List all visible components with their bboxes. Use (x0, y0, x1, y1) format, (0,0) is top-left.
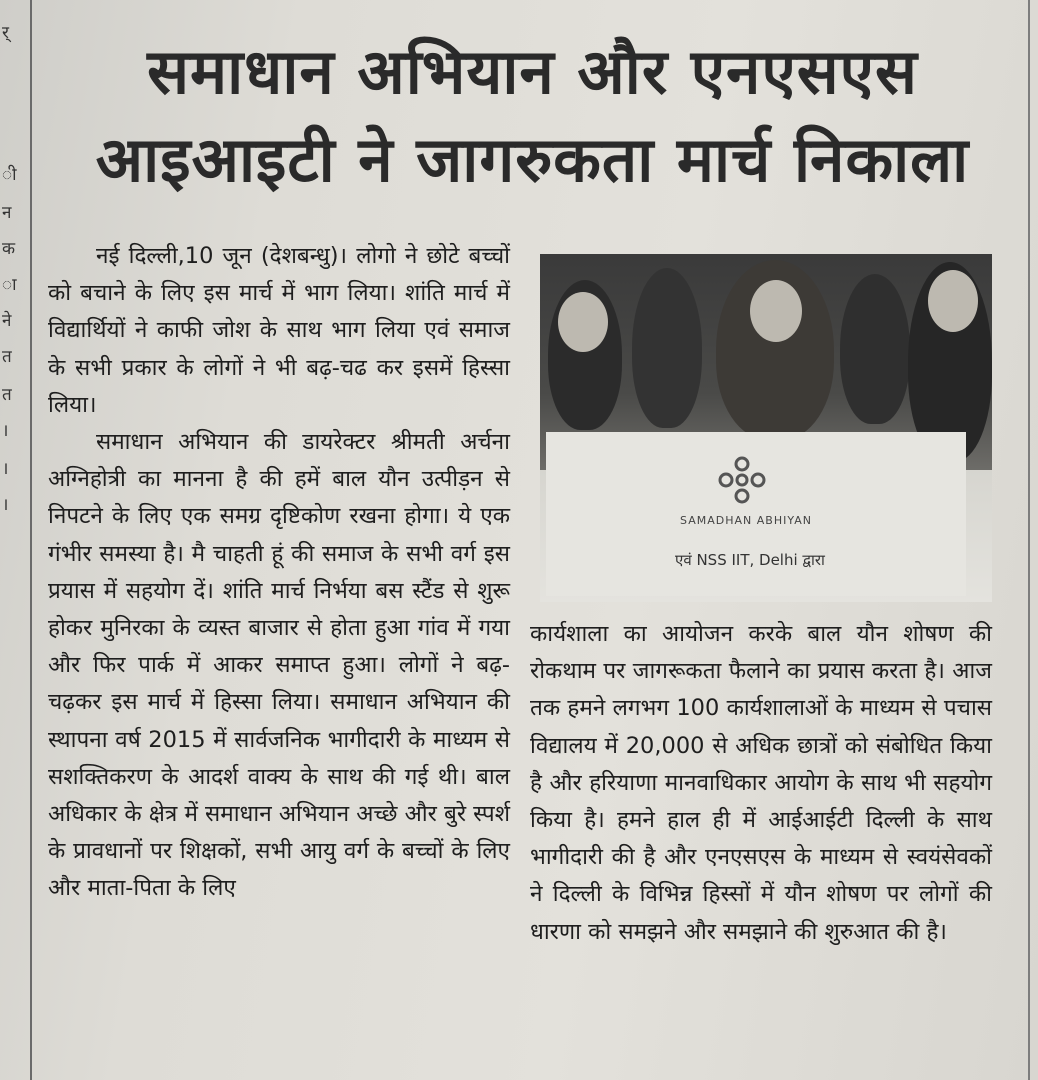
headline-line-2: आइआइटी ने जागरुकता मार्च निकाला (95, 123, 970, 196)
edge-glyph: त (2, 347, 12, 367)
edge-glyph: क (2, 239, 16, 259)
banner-organization: SAMADHAN ABHIYAN (680, 514, 812, 527)
edge-glyph: न (2, 203, 12, 223)
adjacent-column-edge (0, 0, 32, 1080)
edge-glyph: । (2, 459, 9, 479)
article-left-column (48, 238, 510, 908)
banner-caption: एवं NSS IIT, Delhi द्वारा (675, 551, 825, 569)
column-rule (1028, 0, 1030, 1080)
news-photo (540, 254, 992, 602)
edge-glyph: ी (2, 165, 17, 185)
edge-glyph: ा (2, 275, 17, 295)
edge-glyph: ने (2, 311, 12, 331)
article-paragraph: नई दिल्ली,10 जून (देशबन्धु)। लोगो ने छोटे बच्चों को बचाने के लिए इस मार्च में भाग लिया। शांति मार्च में विद्यार्थियों ने काफी जोश के साथ भाग लिया एवं समाज के सभी प्रकार के लोगों ने भी बढ़-चढ कर इसमें हिस्सा लिया। (48, 243, 510, 418)
person-face (750, 280, 802, 342)
person-face (558, 292, 608, 352)
article-paragraph: कार्यशाला का आयोजन करके बाल यौन शोषण की रोकथाम पर जागरूकता फैलाने का प्रयास करता है। आज तक हमने लगभग 100 कार्यशालाओं के माध्यम से पचास विद्यालय में 20,000 से अधिक छात्रों को संबोधित किया है और हरियाणा मानवाधिकार आयोग के साथ भी सहयोग किया है। हमने हाल ही में आईआईटी दिल्ली के साथ भागीदारी की है और एनएसएस के माध्यम से स्वयंसेवकों ने दिल्ली के विभिन्न हिस्सों में यौन शोषण पर लोगों की धारणा को समझने और समझाने की शुरुआत की है। (530, 621, 992, 945)
person-silhouette (632, 268, 702, 428)
article-paragraph: समाधान अभियान की डायरेक्टर श्रीमती अर्चना अग्निहोत्री का मानना है की हमें बाल यौन उत्पीड़न से निपटने के लिए एक समग्र दृष्टिकोण रखना होगा। ये एक गंभीर समस्या है। मै चाहती हूं की समाज के सभी वर्ग इस प्रयास में सहयोग दें। शांति मार्च निर्भया बस स्टैंड से शुरू होकर मुनिरका के व्यस्त बाजार से होता हुआ गांव में गया और फिर पार्क में आकर समाप्त हुआ। लोगों ने बढ़-चढ़कर इस मार्च में हिस्सा लिया। समाधान अभियान की स्थापना वर्ष 2015 में सार्वजनिक भागीदारी के माध्यम से सशक्तिकरण के आदर्श वाक्य के साथ की गई थी। बाल अधिकार के क्षेत्र में समाधान अभियान अच्छे और बुरे स्पर्श के प्रावधानों पर शिक्षकों, सभी आयु वर्ग के बच्चों के लिए और माता-पिता के लिए (48, 429, 511, 902)
headline-line-1: समाधान अभियान और एनएसएस (147, 35, 918, 108)
edge-glyph: त (2, 385, 12, 405)
person-silhouette (840, 274, 910, 424)
person-face (928, 270, 978, 332)
samadhan-logo-icon (716, 454, 768, 506)
edge-glyph: । (2, 421, 9, 441)
article-right-column (530, 616, 992, 951)
edge-glyph: । (2, 495, 9, 515)
edge-glyph: र् (2, 23, 9, 43)
